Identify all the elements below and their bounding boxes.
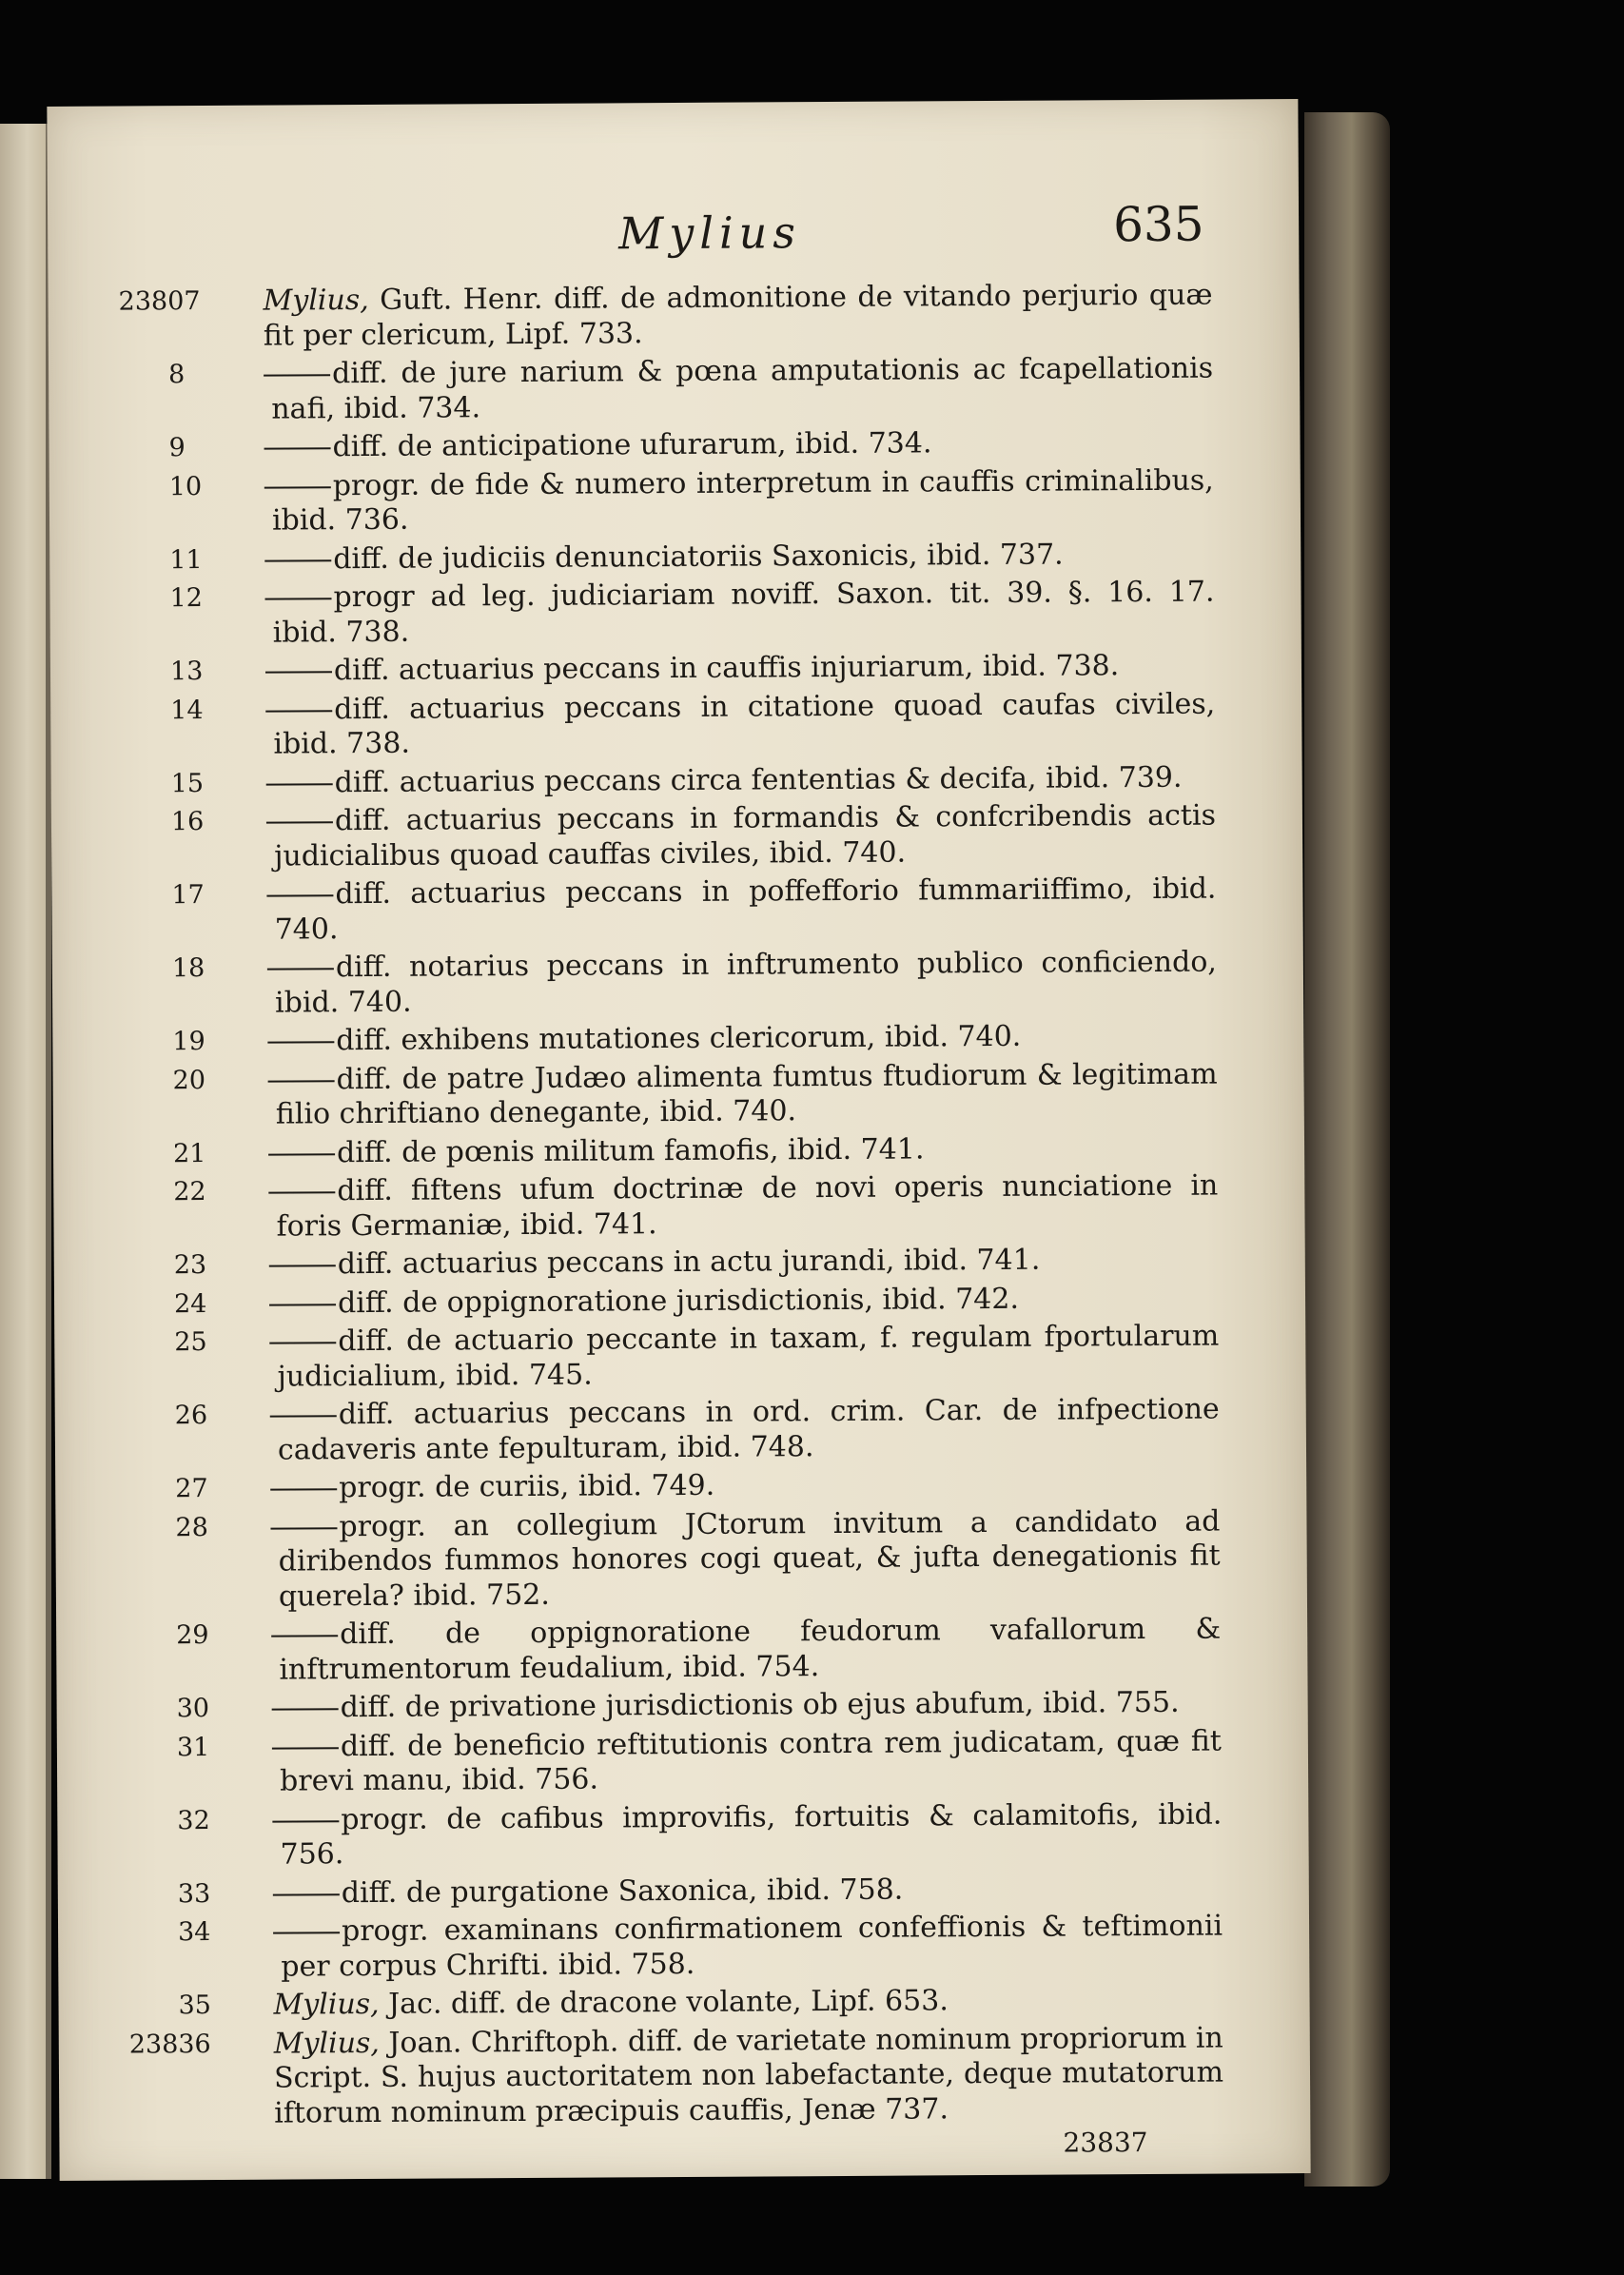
entry-body: progr. de cafibus improvifis, fortuitis & calamitofis, ibid. 756. [280,1797,1223,1872]
entry-number: 27 [175,1474,208,1504]
entry-number: 35 [178,1991,212,2021]
entry-text [278,1393,1220,1468]
entry-body: diff. actuarius peccans circa fententias & decifa, ibid. 739. [334,760,1183,799]
entry-text [272,576,1214,651]
list-item [128,1910,1223,1986]
book-page [47,99,1310,2181]
ditto-dash [273,1893,340,1895]
entry-body: progr. examinans confirmationem confeffionis & teftimonii per corpus Chrifti. ibid. 758. [281,1909,1223,1984]
entry-body: diff. de privatione jurisdictionis ob ejus abufum, ibid. 755. [340,1685,1180,1725]
list-item [126,1504,1221,1616]
entry-number: 15 [170,768,205,798]
entry-number: 34 [177,1917,211,1948]
ditto-dash [267,968,334,970]
ditto-dash [270,1488,337,1490]
entry-text [263,279,1212,354]
list-item [120,463,1214,539]
entry-number: 12 [169,583,203,614]
entry-body: diff. de actuario peccante in taxam, f. regulam fportularum judicialium, ibid. 745. [277,1319,1220,1394]
ditto-dash [267,1041,334,1043]
entry-body: diff. de jure narium & pœna amputationis ac fcapellationis nafi, ibid. 734. [271,351,1214,426]
entry-text [274,2021,1224,2131]
entry-text [272,463,1214,539]
ditto-dash [265,598,332,599]
entry-body: diff. de oppignoratione jurisdictionis, ibid. 742. [337,1282,1020,1320]
entry-text [274,873,1216,948]
entry-author: Mylius, [263,283,369,318]
entry-number: 32 [177,1805,210,1835]
entry-number: 9 [168,433,186,463]
ditto-dash [268,1080,335,1082]
entry-number: 16 [170,807,205,837]
list-item [124,1130,1218,1172]
book-spine [1304,112,1390,2187]
list-item [125,1320,1219,1396]
entry-text [275,946,1217,1021]
entry-body: progr. an collegium JCtorum invitum a candidato ad diribendos fummos honores cogi queat, & jufta denegationis fit querela? ibid. 752. [278,1504,1221,1614]
entry-text [271,352,1213,427]
ditto-dash [272,1747,339,1749]
list-item [126,1393,1220,1469]
ditto-dash [271,1635,338,1637]
ditto-dash [264,559,331,561]
entry-body: diff. fiftens ufum doctrinæ de novi operis nunciatione in foris Germaniæ, ibid. 741. [276,1168,1219,1244]
ditto-dash [266,783,333,785]
list-item [128,1983,1223,2025]
page-header [162,187,1209,280]
entry-text [273,1983,1223,2024]
entry-text [277,1281,1219,1322]
entry-number: 10 [168,471,203,501]
entry-author: Mylius, [273,1987,380,2022]
list-item [124,1057,1218,1133]
running-title: Mylius [618,206,802,260]
page-number: 635 [1112,196,1204,253]
entry-body: progr. de curiis, ibid. 749. [339,1468,715,1505]
entry-text [271,425,1213,466]
entry-number: 33 [177,1878,211,1909]
ditto-dash [269,1304,336,1305]
ditto-dash [270,1527,337,1529]
entry-number: 28 [175,1512,208,1542]
entry-number: 11 [169,544,203,575]
entry-body: diff. de pœnis militum famofis, ibid. 741. [336,1131,925,1169]
entry-text [275,1019,1217,1060]
entry-text [281,1910,1223,1985]
list-item [120,576,1214,652]
entry-number: 17 [171,880,205,911]
entry-number: 24 [173,1288,207,1319]
ditto-dash [269,1265,336,1266]
entry-body: diff. actuarius peccans in ord. crim. Car. de infpectione cadaveris ante fepulturam, ibid. 748. [277,1392,1220,1467]
entry-author: Mylius, [273,2026,381,2061]
list-item [125,1281,1219,1323]
entry-body: diff. de anticipatione ufurarum, ibid. 734. [332,426,932,464]
entry-body: diff. de purgatione Saxonica, ibid. 758. [341,1873,904,1910]
list-item [126,1466,1220,1508]
entry-body: diff. actuarius peccans in citatione quoad caufas civiles, ibid. 738. [273,687,1216,761]
list-item [124,1169,1218,1245]
entry-text [279,1613,1221,1688]
list-item [120,537,1214,579]
entry-number: 23807 [118,286,201,317]
ditto-dash [265,710,332,712]
entry-text [274,799,1216,874]
list-item [127,1724,1222,1800]
entry-text [273,649,1215,690]
ditto-dash [268,1191,335,1193]
entry-text [274,760,1216,801]
entry-body: Guft. Henr. diff. de admonitione de vitando perjurio quæ fit per clericum, Lipf. 733. [263,278,1213,353]
entry-text [273,687,1215,762]
list-item [119,425,1213,467]
entry-number: 20 [172,1065,206,1095]
ditto-dash [269,1342,336,1343]
entry-text [277,1320,1219,1395]
entry-number: 31 [176,1732,210,1762]
list-item [122,799,1216,875]
ditto-dash [272,1708,339,1710]
entry-number: 8 [167,360,186,390]
entry-text [272,537,1214,578]
entry-number: 29 [176,1620,209,1651]
entry-number: 23836 [128,2029,211,2060]
list-item [121,649,1215,691]
ditto-dash [264,447,331,449]
entry-body: Joan. Chriftoph. diff. de varietate nominum propriorum in Script. S. hujus auctoritatem non labefactante, deque mutatorum iftorum nominum præcipuis cauffis, Jenæ 737. [273,2021,1224,2130]
entry-text [280,1724,1222,1799]
ditto-dash [265,671,332,673]
ditto-dash [264,374,330,376]
entry-number: 26 [174,1401,208,1431]
entry-body: diff. actuarius peccans in formandis & confcribendis actis judicialibus quoad cauffas civiles, ibid. 740. [274,798,1217,873]
entry-text [278,1466,1220,1507]
catchword: 23837 [1063,2127,1148,2159]
entry-body: diff. exhibens mutationes clericorum, ibid. 740. [336,1019,1022,1058]
entry-number: 18 [171,953,205,984]
list-item [127,1686,1222,1728]
entry-number: 23 [173,1250,207,1281]
entry-body: progr. de fide & numero interpretum in cauffis criminalibus, ibid. 736. [271,463,1214,538]
entry-text [278,1504,1221,1615]
entry-text [280,1686,1222,1727]
ditto-dash [272,1820,339,1822]
entry-body: diff. de judiciis denunciatoriis Saxonicis, ibid. 737. [333,538,1064,576]
bibliography-list [119,279,1224,2136]
ditto-dash [268,1153,335,1155]
entry-number: 30 [176,1694,210,1724]
entry-number: 14 [170,695,204,725]
ditto-dash [266,894,333,896]
entry-number: 19 [172,1027,205,1057]
entry-body: diff. actuarius peccans in actu jurandi, ibid. 741. [337,1243,1041,1282]
ditto-dash [264,486,331,488]
entry-body: Jac. diff. de dracone volante, Lipf. 653. [388,1984,949,2021]
entry-number: 13 [169,657,204,687]
list-item [123,1019,1217,1061]
list-item [119,279,1213,355]
entry-body: diff. de oppignoratione feudorum vafallorum & inftrumentorum feudalium, ibid. 754. [279,1612,1222,1687]
ditto-dash [273,1932,340,1933]
entry-number: 22 [173,1177,206,1207]
entry-text [276,1169,1218,1245]
list-item [125,1243,1219,1285]
entry-text [281,1871,1223,1912]
list-item [127,1797,1222,1873]
entry-body: diff. de beneficio reftitutionis contra rem judicatam, quæ fit brevi manu, ibid. 756. [280,1724,1222,1798]
list-item [123,946,1217,1022]
entry-text [280,1797,1222,1873]
entry-text [275,1057,1217,1132]
entry-number: 21 [172,1138,206,1168]
list-item [119,352,1213,428]
ditto-dash [266,821,333,823]
list-item [122,873,1216,949]
facing-page-edge [0,124,46,2179]
ditto-dash [270,1415,337,1417]
list-item [129,2021,1224,2132]
entry-text [277,1243,1219,1284]
list-item [122,760,1216,802]
entry-body: diff. actuarius peccans in poffefforio fummariiffimo, ibid. 740. [274,872,1217,947]
list-item [121,687,1215,763]
entry-body: diff. notarius peccans in inftrumento publico conficiendo, ibid. 740. [275,945,1217,1020]
list-item [128,1871,1223,1912]
entry-text [276,1130,1218,1171]
entry-number: 25 [174,1327,207,1358]
list-item [127,1613,1221,1689]
entry-body: diff. actuarius peccans in cauffis injuriarum, ibid. 738. [333,649,1120,688]
entry-body: progr ad leg. judiciariam noviff. Saxon. tit. 39. §. 16. 17. ibid. 738. [272,575,1215,650]
entry-body: diff. de patre Judæo alimenta fumtus ftudiorum & legitimam filio chriftiano denegante, ibid. 740. [275,1057,1218,1131]
